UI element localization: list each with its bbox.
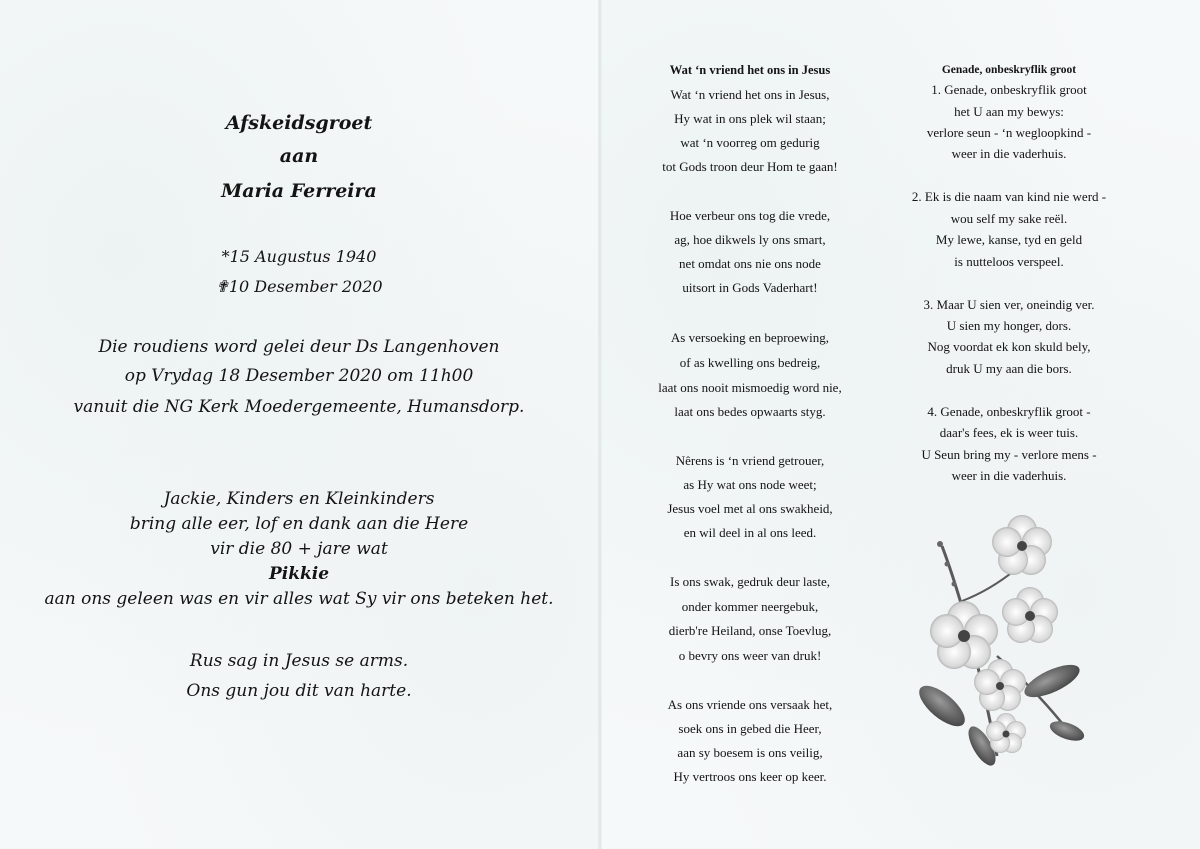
hymn-line: ag, hoe dikwels ly ons smart, [674,232,826,247]
hymn-line: U Seun bring my - verlore mens - [921,447,1097,462]
blossom-illustration-icon [902,506,1102,776]
hymn-line: uitsort in Gods Vaderhart! [682,280,818,295]
service-line-2: op Vrydag 18 Desember 2020 om 11h00 [124,366,474,386]
hymn-line: As versoeking en beproewing, [670,330,830,345]
hymn-line: 2. Ek is die naam van kind nie werd - [911,189,1107,204]
hymn-line: of as kwelling ons bedreig, [679,355,821,370]
hymn-what-a-friend [642,0,858,849]
hymn-title: Wat ‘n vriend het ons in Jesus [669,63,831,77]
hymn-line: net omdat ons nie ons node [679,256,821,271]
right-page [602,0,1200,849]
hymn-line: daar's fees, ek is weer tuis. [939,425,1079,440]
hymn-line: wou self my sake reël. [950,211,1068,226]
birth-date: *15 Augustus 1940 [221,247,377,266]
hymn-line: weer in die vaderhuis. [951,146,1067,161]
hymn-line: Hy wat in ons plek wil staan; [674,111,826,126]
hymn-line: dierb're Heiland, onse Toevlug, [668,623,832,638]
hymn-line: druk U my aan die bors. [946,361,1072,376]
hymn-line: laat ons nooit mismoedig word nie, [658,380,842,395]
hymn-line: Jesus voel met al ons swakheid, [667,501,833,516]
nickname: Pikkie [268,564,330,584]
hymn-line: tot Gods troon deur Hom te gaan! [662,159,838,174]
hymn-line: Hoe verbeur ons tog die vrede, [669,208,831,223]
hymn-line: laat ons bedes opwaarts styg. [674,404,826,419]
hymn-line: en wil deel in al ons leed. [683,525,817,540]
title-farewell: Afskeidsgroet [225,112,373,134]
left-page [0,0,598,849]
hymn-title: Genade, onbeskryflik groot [941,64,1077,76]
family-line-1: Jackie, Kinders en Kleinkinders [163,489,435,509]
hymn-line: wat ‘n voorreg om gedurig [680,135,820,150]
hymn-line: onder kommer neergebuk, [681,599,819,614]
hymn-line: 4. Genade, onbeskryflik groot - [927,404,1091,419]
hymn-line: My lewe, kanse, tyd en geld [935,232,1083,247]
title-to: aan [279,145,319,167]
family-line-5: aan ons geleen was en vir alles wat Sy vir ons beteken het. [44,589,554,609]
hymn-line: soek ons in gebed die Heer, [678,721,822,736]
service-line-1: Die roudiens word gelei deur Ds Langenhoven [98,337,500,357]
hymn-line: Hy vertroos ons keer op keer. [673,769,827,784]
hymn-line: Nog voordat ek kon skuld bely, [927,339,1091,354]
hymn-line: Wat ‘n vriend het ons in Jesus, [670,87,830,102]
hymn-line: is nutteloos verspeel. [954,254,1064,269]
hymn-line: 3. Maar U sien ver, oneindig ver. [923,297,1095,312]
death-date: ✟10 Desember 2020 [215,277,383,296]
hymn-line: o bevry ons weer van druk! [678,648,822,663]
hymn-line: aan sy boesem is ons veilig, [677,745,823,760]
hymn-line: 1. Genade, onbeskryflik groot [931,82,1087,97]
closing-line-2: Ons gun jou dit van harte. [186,681,412,701]
hymn-line: as Hy wat ons node weet; [683,477,817,492]
hymn-line: weer in die vaderhuis. [951,468,1067,483]
service-line-3: vanuit die NG Kerk Moedergemeente, Humansdorp. [73,397,525,417]
hymn-line: verlore seun - ‘n wegloopkind - [926,125,1092,140]
closing-line-1: Rus sag in Jesus se arms. [189,651,409,671]
hymn-line: U sien my honger, dors. [946,318,1072,333]
hymn-line: Nêrens is ‘n vriend getrouer, [675,453,825,468]
hymn-line: As ons vriende ons versaak het, [667,697,833,712]
family-line-3: vir die 80 + jare wat [210,539,388,559]
family-line-2: bring alle eer, lof en dank aan die Here [129,514,469,534]
hymn-line: het U aan my bewys: [954,104,1064,119]
deceased-name: Maria Ferreira [221,180,377,202]
hymn-line: Is ons swak, gedruk deur laste, [670,574,830,589]
